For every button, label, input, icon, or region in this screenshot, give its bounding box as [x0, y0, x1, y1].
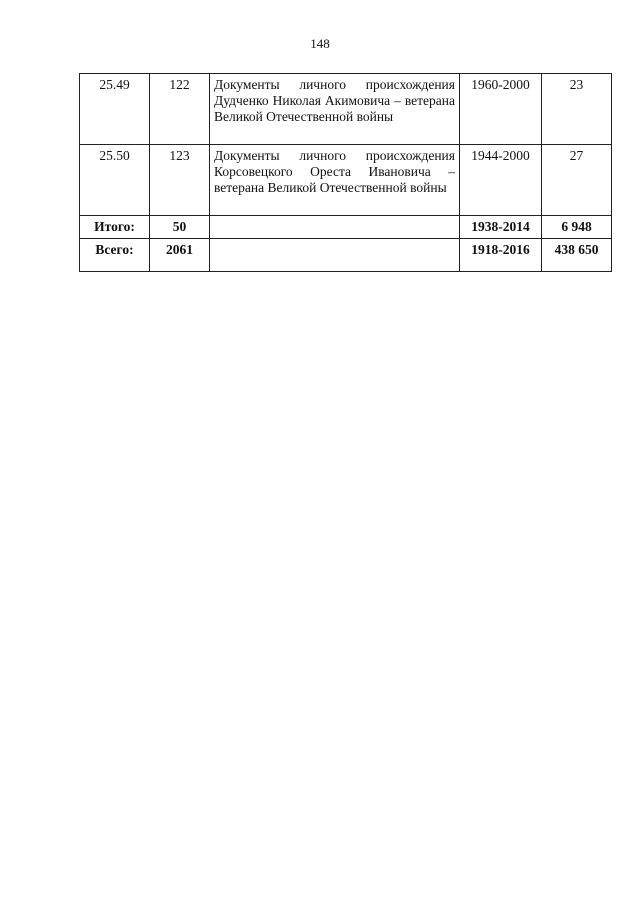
- table-row: [80, 145, 612, 216]
- subtotal-number: 50: [150, 216, 210, 239]
- total-dates: 1918-2016: [460, 239, 542, 272]
- subtotal-row: [80, 216, 612, 239]
- total-row: [80, 239, 612, 272]
- item-count: 27: [542, 145, 612, 216]
- row-index: 25.49: [80, 74, 150, 145]
- fund-number: 122: [150, 74, 210, 145]
- date-range: 1944-2000: [460, 145, 542, 216]
- row-index: 25.50: [80, 145, 150, 216]
- total-count: 438 650: [542, 239, 612, 272]
- total-number: 2061: [150, 239, 210, 272]
- fund-title: Документы личного происхождения Корсовецкого Ореста Ивановича – ветерана Великой Отечественной войны: [210, 145, 460, 216]
- subtotal-title: [210, 216, 460, 239]
- table-row: [80, 74, 612, 145]
- fund-title: Документы личного происхождения Дудченко Николая Акимовича – ветерана Великой Отечественной войны: [210, 74, 460, 145]
- total-label: Всего:: [80, 239, 150, 272]
- item-count: 23: [542, 74, 612, 145]
- subtotal-dates: 1938-2014: [460, 216, 542, 239]
- subtotal-label: Итого:: [80, 216, 150, 239]
- page-number: 148: [310, 36, 330, 51]
- date-range: 1960-2000: [460, 74, 542, 145]
- total-title: [210, 239, 460, 272]
- archive-register-table: [79, 73, 612, 272]
- subtotal-count: 6 948: [542, 216, 612, 239]
- fund-number: 123: [150, 145, 210, 216]
